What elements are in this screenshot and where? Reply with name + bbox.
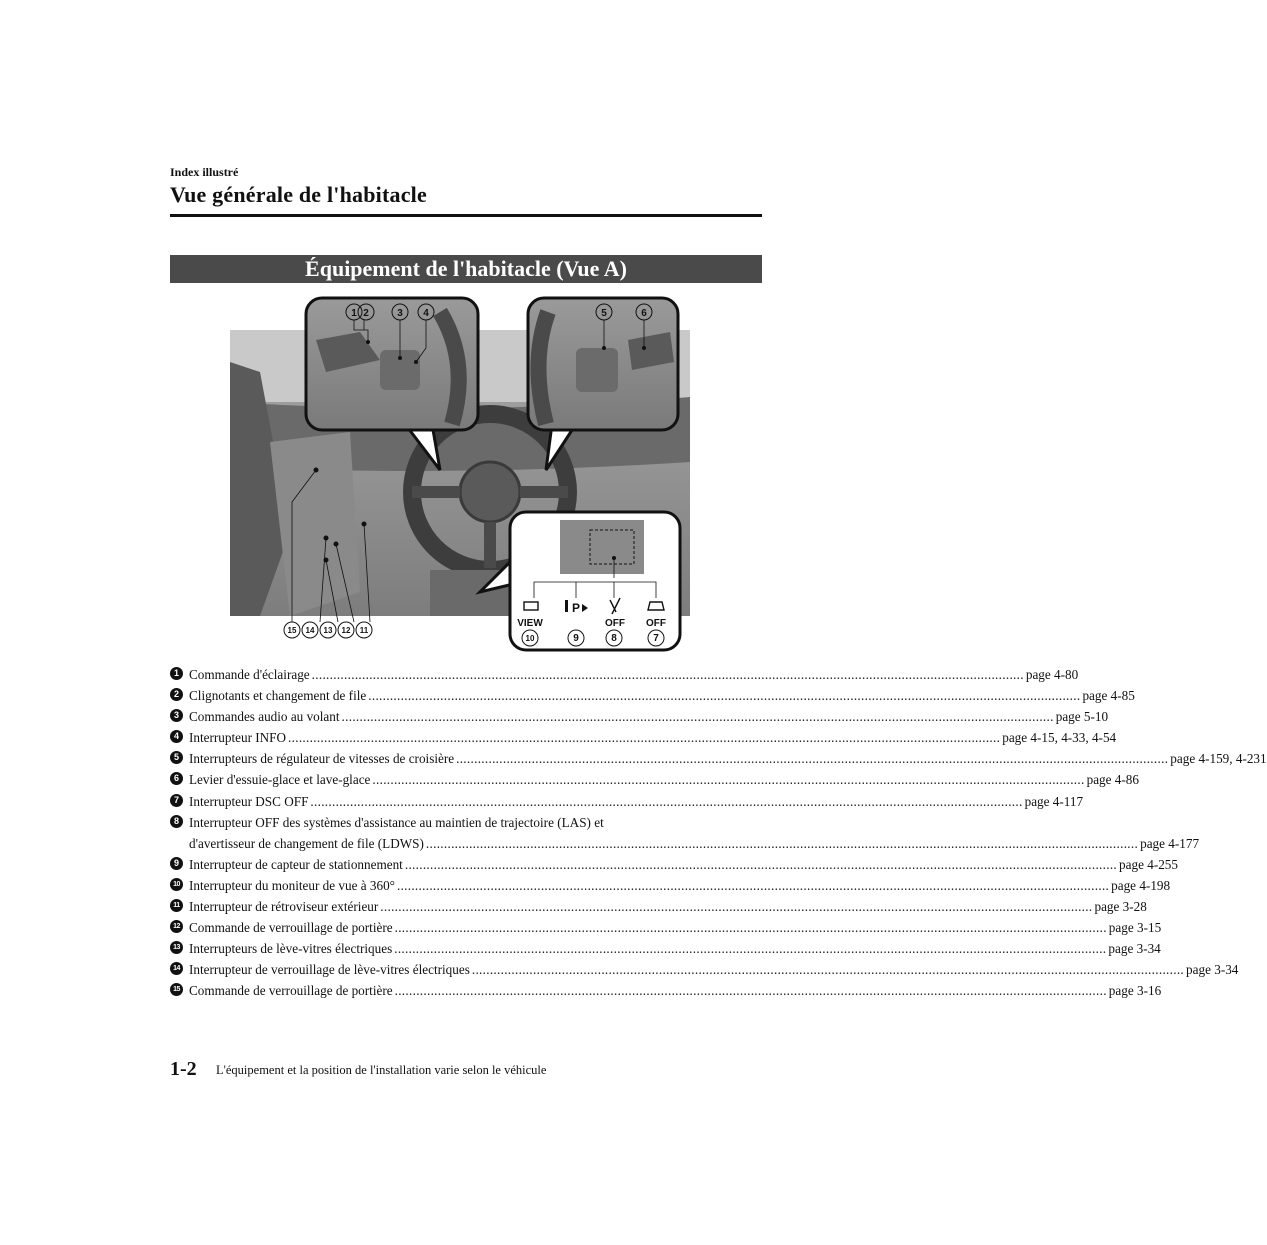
svg-text:5: 5 — [601, 308, 607, 319]
item-label: Commande de verrouillage de portière — [189, 983, 393, 999]
svg-text:8: 8 — [611, 633, 617, 644]
section-label: Index illustré — [170, 165, 239, 179]
svg-text:6: 6 — [641, 308, 647, 319]
item-number: 8 — [170, 815, 183, 828]
item-label: Interrupteur de rétroviseur extérieur — [189, 899, 379, 915]
svg-text:14: 14 — [305, 626, 315, 635]
svg-text:4: 4 — [423, 308, 429, 319]
item-page-ref[interactable]: page 4-117 — [1024, 793, 1084, 809]
callout-15 — [284, 622, 300, 638]
item-page-ref[interactable]: page 4-198 — [1111, 877, 1171, 893]
item-number: 7 — [170, 794, 183, 807]
item-label: d'avertisseur de changement de file (LDWS) — [189, 835, 424, 851]
list-item — [170, 748, 1267, 769]
item-page-ref[interactable]: page 3-15 — [1108, 920, 1162, 936]
item-page-ref[interactable]: page 4-177 — [1140, 835, 1200, 851]
list-item — [170, 854, 1178, 875]
item-page-ref[interactable]: page 3-34 — [1108, 941, 1161, 957]
item-number: 12 — [170, 920, 183, 933]
item-page-ref[interactable]: page 4-255 — [1119, 856, 1178, 872]
item-page-ref[interactable]: page 3-28 — [1094, 899, 1147, 915]
item-page-ref[interactable]: page 4-86 — [1086, 772, 1139, 788]
component-index-list — [170, 664, 1267, 1002]
item-page-ref[interactable]: page 4-159, 4-231 — [1170, 751, 1267, 767]
svg-text:15: 15 — [287, 626, 297, 635]
item-label: Commande de verrouillage de portière — [189, 920, 393, 936]
item-label: Commande d'éclairage — [189, 667, 310, 682]
view-switch-label: VIEW — [517, 618, 543, 629]
item-label: Interrupteur INFO — [189, 730, 287, 746]
callout-12 — [338, 622, 354, 638]
cabin-illustration — [230, 292, 690, 654]
list-item — [170, 959, 1239, 980]
svg-text:7: 7 — [653, 633, 659, 644]
page-number: 1-2 — [170, 1058, 197, 1080]
item-label: Interrupteurs de lève-vitres électriques — [189, 941, 393, 957]
footer-note: L'équipement et la position de l'installation varie selon le véhicule — [216, 1063, 547, 1077]
item-label: Interrupteur de capteur de stationnement — [189, 856, 403, 872]
item-number: 9 — [170, 857, 183, 870]
item-number: 13 — [170, 941, 183, 954]
callout-14 — [302, 622, 318, 638]
item-number: 2 — [170, 688, 183, 701]
dsc-off-label: OFF — [646, 618, 666, 629]
list-item — [170, 727, 1117, 748]
title-rule — [170, 214, 762, 217]
list-item — [170, 980, 1162, 1001]
item-label: Interrupteur DSC OFF — [189, 793, 309, 809]
item-label: Interrupteurs de régulateur de vitesses de croisière — [189, 751, 455, 767]
item-page-ref[interactable]: page 4-85 — [1082, 688, 1135, 704]
list-item — [170, 769, 1139, 790]
list-item — [170, 791, 1084, 812]
svg-text:10: 10 — [525, 634, 535, 643]
svg-text:P: P — [572, 601, 581, 615]
item-number: 3 — [170, 709, 183, 722]
list-item — [170, 875, 1171, 896]
item-number: 10 — [170, 878, 183, 891]
item-label: Commandes audio au volant — [189, 709, 340, 725]
page-title: Vue générale de l'habitacle — [170, 182, 427, 207]
list-item — [170, 706, 1109, 727]
item-page-ref[interactable]: page 4-15, 4-33, 4-54 — [1002, 730, 1117, 746]
item-number: 15 — [170, 983, 183, 996]
list-item — [170, 917, 1162, 938]
item-label: Interrupteur de verrouillage de lève-vitres électriques — [189, 962, 470, 978]
item-page-ref[interactable]: page 4-80 — [1025, 667, 1079, 682]
item-number: 4 — [170, 730, 183, 743]
item-number: 5 — [170, 751, 183, 764]
svg-text:3: 3 — [397, 308, 403, 319]
item-label: Clignotants et changement de file — [189, 688, 367, 704]
item-number: 14 — [170, 962, 183, 975]
item-label: Levier d'essuie-glace et lave-glace — [189, 772, 371, 788]
list-item — [170, 938, 1161, 959]
svg-text:12: 12 — [341, 626, 351, 635]
callout-11 — [356, 622, 372, 638]
svg-text:11: 11 — [359, 626, 369, 635]
item-label-line1: Interrupteur OFF des systèmes d'assistance au maintien de trajectoire (LAS) et — [189, 814, 604, 830]
item-label: Interrupteur du moniteur de vue à 360° — [189, 877, 395, 893]
item-page-ref[interactable]: page 5-10 — [1055, 709, 1109, 725]
list-item — [170, 664, 1079, 685]
las-off-label: OFF — [605, 618, 625, 629]
item-number: 1 — [170, 667, 183, 680]
item-number: 11 — [170, 899, 183, 912]
item-page-ref[interactable]: page 3-16 — [1108, 983, 1162, 999]
svg-text:9: 9 — [573, 633, 579, 644]
item-number: 6 — [170, 772, 183, 785]
callout-13 — [320, 622, 336, 638]
list-item — [170, 812, 1200, 854]
svg-text:1: 1 — [351, 308, 357, 319]
list-item — [170, 685, 1135, 706]
figure-banner: Équipement de l'habitacle (Vue A) — [170, 255, 762, 283]
svg-text:13: 13 — [323, 626, 333, 635]
item-page-ref[interactable]: page 3-34 — [1186, 962, 1239, 978]
svg-text:2: 2 — [363, 308, 369, 319]
list-item — [170, 896, 1147, 917]
